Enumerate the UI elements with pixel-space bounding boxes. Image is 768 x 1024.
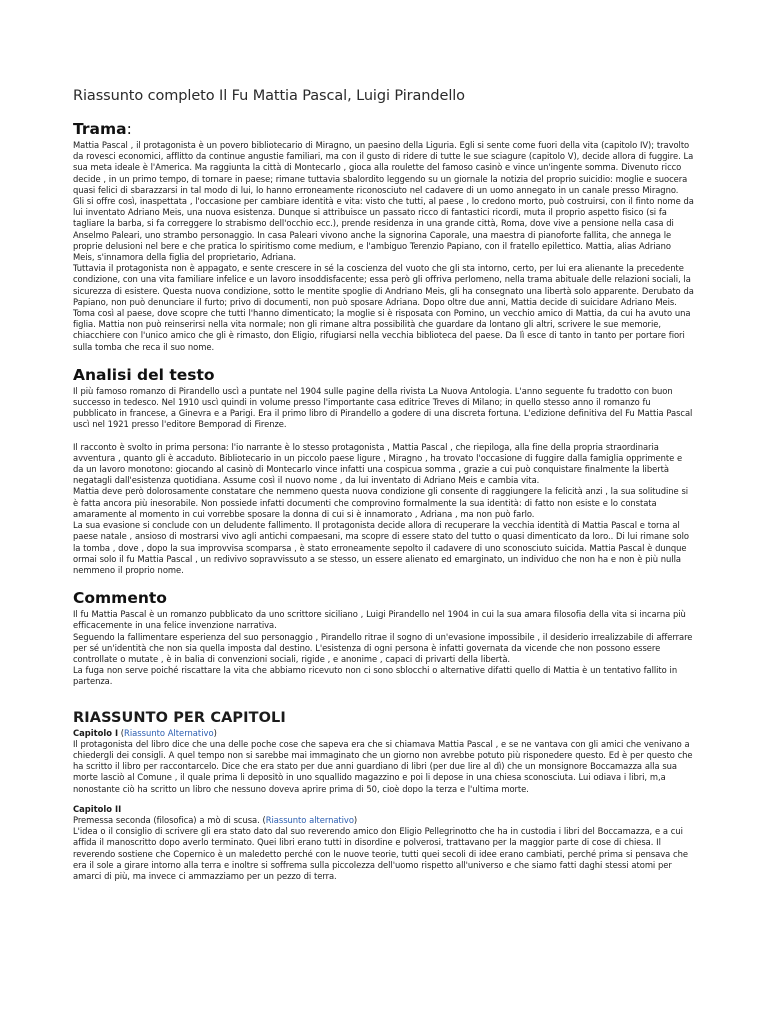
chapter-2-intro-line bbox=[73, 815, 695, 826]
trama-paragraph: Toma così al paese, dove scopre che tutti l'hanno dimenticato; la moglie si è risposata con Pomino, un vecchio amico di Mattia, da cui ha avuto una figlia. Mattia non può reinserirsi nella vita normale; non gli rimane altra possibilità che guardare da lontano gli altri, scrivere le sue memorie, chiacchiere con l'unico amico che gli è rimasto, don Eligio, rifugiarsi nella vecchia biblioteca del paese. Da lì esce di tanto in tanto per portare fiori sulla tomba che reca il suo nome. bbox=[73, 308, 691, 352]
heading-commento: Commento bbox=[73, 589, 167, 608]
chapter-2-intro: Premessa seconda (filosofica) a mò di scusa. ( bbox=[73, 814, 266, 825]
chapter-1 bbox=[73, 728, 695, 795]
chapter-2-link-close: ) bbox=[353, 814, 358, 825]
trama-paragraph: Mattia Pascal , il protagonista è un povero bibliotecario di Miragno, un paesino della Liguria. Egli si sente come fuori della vita (capitolo IV); travolto da rovesci economici, afflitto da continue angustie familiari, ma con il gusto di ridere di tutte le sue sciagure (capitolo V), decide allora di fuggire. La sua meta ideale è l'America. Ma raggiunta la città di Montecarlo , gioca alla roulette del famoso casinò e vince un'ingente somma. Divenuto ricco decide , in un primo tempo, di tornare in paese; rimane tuttavia sbalordito leggendo su un giornale la notizia del proprio suicidio: moglie e suocera quasi felici di sbarazzarsi in tal modo di lui, lo hanno erroneamente riconosciuto nel cadavere di un uomo annegato in un canale presso Miragno. bbox=[73, 140, 694, 195]
chapter-2 bbox=[73, 804, 695, 882]
chapter-1-alternative-link[interactable]: Riassunto Alternativo bbox=[124, 727, 214, 738]
document-title: Riassunto completo Il Fu Mattia Pascal, Luigi Pirandello bbox=[73, 88, 465, 104]
chapter-1-title-line bbox=[73, 728, 695, 739]
chapter-1-title: Capitolo I bbox=[73, 727, 119, 738]
paragraph-gap bbox=[73, 431, 695, 442]
heading-analisi: Analisi del testo bbox=[73, 365, 215, 384]
chapter-2-alternative-link[interactable]: Riassunto alternativo bbox=[265, 814, 354, 825]
analisi-paragraph: Il racconto è svolto in prima persona: l'io narrante è lo stesso protagonista , Mattia Pascal , che riepiloga, alla fine della propria straordinaria avventura , quanto gli è accaduto. Bibliotecario in un piccolo paese ligure , Miragno , ha trovato l'occasione di fuggire dalla famiglia opprimente e da un lavoro monotono: giocando al casinò di Montecarlo vince infatti una cospicua somma , grazie a cui può conquistare finalmente la libertà negatagli dall'esistenza quotidiana. Assume così il nuovo nome , da lui inventato di Adriano Meis e cambia vita. bbox=[73, 441, 683, 486]
heading-trama-colon: : bbox=[126, 120, 132, 138]
commento-paragraph: Il fu Mattia Pascal è un romanzo pubblicato da uno scrittore siciliano , Luigi Pirandello nel 1904 in cui la sua amara filosofia della vita si incarna più efficacemente in una felice invenzione narrativa. bbox=[73, 609, 686, 631]
heading-trama bbox=[73, 120, 695, 138]
analisi-paragraph: Mattia deve però dolorosamente constatare che nemmeno questa nuova condizione gli consente di raggiungere la felicità anzi , la sua solitudine si è fatta ancora più inesorabile. Non possiede infatti documenti che comprovino formalmente la sua identità: di fatto non esiste e lo constata amaramente al momento in cui vorrebbe sposare la donna di cui si è innamorato , Adriana , ma non può farlo. bbox=[73, 486, 689, 519]
analisi-paragraph: La sua evasione si conclude con un deludente fallimento. Il protagonista decide allora di recuperare la vecchia identità di Mattia Pascal e torna al paese natale , ansioso di mostrarsi vivo agli antichi compaesani, ma scopre di essere stato del tutto o quasi dimenticato da loro.. Di lui rimane solo la tomba , dove , dopo la sua improvvisa scomparsa , è stato erroneamente sepolto il cadavere di uno sconosciuto suicida. Mattia Pascal è dunque ormai solo il fu Mattia Pascal , un redivivo sopravvissuto a se stesso, un essere alienato ed emarginato, un individuo che non ha e non è più nulla nemmeno il proprio nome. bbox=[73, 520, 689, 575]
commento-paragraph: La fuga non serve poiché riscattare la vita che abbiamo ricevuto non ci sono sblocchi o alternative difatti quello di Mattia è un tentativo fallito in partenza. bbox=[73, 665, 678, 687]
chapter-2-paragraph: L'idea o il consiglio di scrivere gli era stato dato dal suo reverendo amico don Eligio Pellegrinotto che ha in custodia i libri del Boccamazza, e a cui affida il manoscritto dopo averlo terminato. Quei libri erano tutti in disordine e polverosi, trattavano per la maggior parte di cose di chiesa. Il reverendo sostiene che Copernico è un maledetto perché con le nuove teorie, tutti quei secoli di idee erano cambiati, perché prima si pensava che era il sole a girare intorno alla terra e inoltre si soffrema sulla piccolezza dell'uomo rispetto all'universo e che siamo fatti daghi stessi atomi per amarci di più, ma invece ci ammazziamo per un pezzo di terra. bbox=[73, 826, 688, 881]
trama-paragraph: Tuttavia il protagonista non è appagato, e sente crescere in sé la coscienza del vuoto che gli sta intorno, certo, per lui era alienante la precedente condizione, con una vita familiare infelice e un lavoro insoddisfacente; essa però gli offriva perlomeno, nella trama abituale delle relazioni sociali, la sicurezza di esistere. Questa nuova condizione, sotto le mentite spoglie di Andriano Meis, gli ha consegnato una libertà solo apparente. Derubato da Papiano, non può denunciare il furto; privo di documenti, non può sposare Adriana. Dopo oltre due anni, Mattia decide di suicidare Adriano Meis. bbox=[73, 263, 694, 307]
section-trama bbox=[73, 120, 695, 353]
analisi-paragraph: Il più famoso romanzo di Pirandello uscì a puntate nel 1904 sulle pagine della rivista La Nuova Antologia. L'anno seguente fu tradotto con buon successo in tedesco. Nel 1910 uscì quindi in volume presso l'importante casa editrice Treves di Milano; in quello stesso anno il romanzo fu pubblicato in francese, a Ginevra e a Parigi. Era il primo libro di Pirandello a godere di una discreta fortuna. L'edizione definitiva del Fu Mattia Pascal uscì nel 1921 presso l'editore Bemporad di Firenze. bbox=[73, 385, 693, 430]
commento-paragraph: Seguendo la fallimentare esperienza del suo personaggio , Pirandello ritrae il sogno di un'evasione impossibile , il desiderio irrealizzabile di afferrare per sé un'identità che non sia quella imposta dal destino. L'esistenza di ogni persona è infatti governata da vicende che non possono essere controllate o mutate , è in balia di convenzioni sociali, rigide , e anonime , capaci di privarti della libertà. bbox=[73, 631, 693, 664]
document-page bbox=[73, 88, 695, 891]
chapter-1-link-close: ) bbox=[213, 727, 217, 738]
section-commento bbox=[73, 589, 695, 687]
section-analisi bbox=[73, 366, 695, 576]
section-riassunto-per-capitoli bbox=[73, 710, 695, 883]
heading-trama-text: Trama bbox=[73, 120, 127, 138]
heading-riassunto-per-capitoli: RIASSUNTO PER CAPITOLI bbox=[73, 709, 286, 726]
chapter-1-paragraph: Il protagonista del libro dice che una delle poche cose che sapeva era che si chiamava Mattia Pascal , e se ne vantava con gli amici che venivano a chiedergli dei consigli. A quel tempo non si sarebbe mai immaginato che un giorno non avrebbe potuto più risponedere questo. Ed è per questo che ha scritto il libro per raccontarcelo. Dice che era stato per due anni guardiano di libri (per due lire al dì) che un monsignore Boccamazza alla sua morte lasciò al Comune , il quale prima li depositò in uno squallido magazzino e poi li depose in una chiesa sconosciuta. Lui odiava i libri, m,a nonostante ciò ha scritto un libro che nessuno doveva aprire prima di 50, cioè dopo la terza e l'ultima morte. bbox=[73, 738, 693, 794]
trama-paragraph: Gli si offre così, inaspettata , l'occasione per cambiare identità e vita: visto che tutti, al paese , lo credono morto, può costruirsi, con il finto nome da lui inventato Adriano Meis, una nuova esistenza. Dunque si attribuisce un passato ricco di fantastici ricordi, muta il proprio aspetto fisico (si fa tagliare la barba, si fa correggere lo strabismo dell'occhio ecc.), prende residenza in una grande città, Roma, dove vive a pensione nella casa di Anselmo Paleari, uno strambo personaggio. In casa Paleari vivono anche la signorina Caporale, una maestra di pianoforte fallita, che annega le proprie delusioni nel bere e che pratica lo spiritismo come medium, e l'ambiguo Terenzio Papiano, con il fratello epilettico. Mattia, alias Adriano Meis, s'innamora della figlia del proprietario, Adriana. bbox=[73, 196, 694, 263]
chapter-1-link-open: ( bbox=[118, 727, 125, 738]
chapter-2-title: Capitolo II bbox=[73, 803, 122, 814]
